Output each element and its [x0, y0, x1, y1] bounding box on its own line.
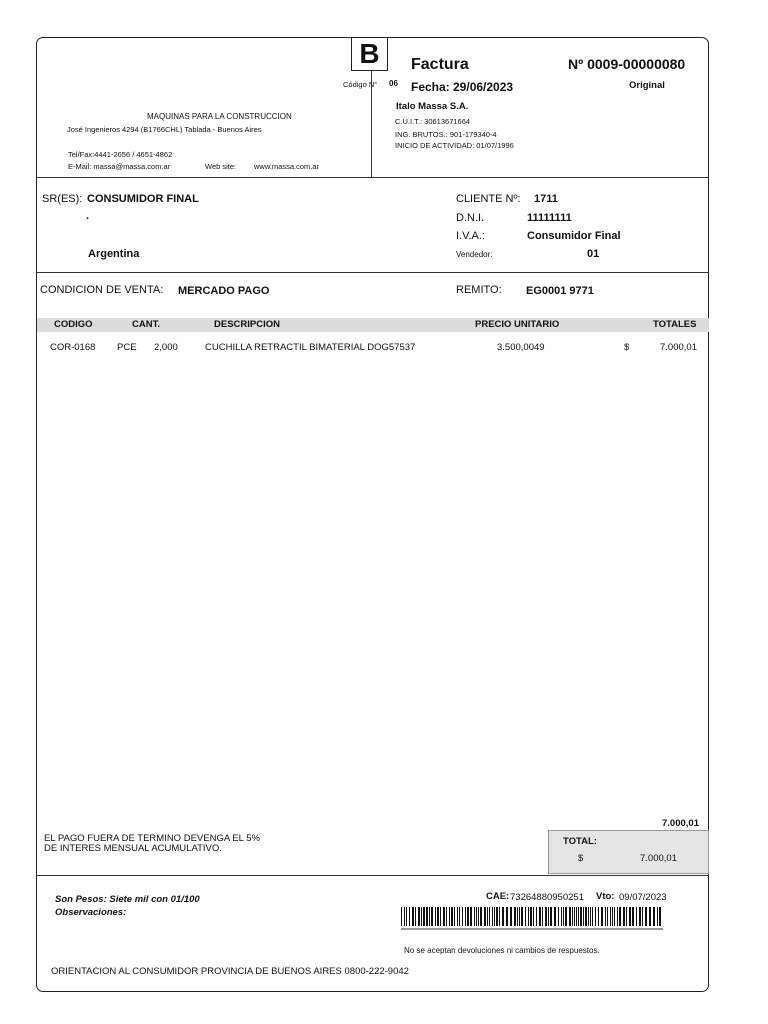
company-web: www.massa.com.ar: [254, 162, 320, 171]
doc-type: Factura: [411, 56, 469, 73]
invoice-date: Fecha: 29/06/2023: [411, 80, 514, 94]
dni-value: 11111111: [527, 212, 572, 224]
observaciones-label: Observaciones:: [55, 907, 127, 918]
invoice-number: Nº 0009-00000080: [568, 56, 686, 72]
barcode-image: [401, 907, 663, 931]
company-telfax: Tel/Fax:4441-2656 / 4651-4862: [68, 150, 173, 159]
cliente-value: 1711: [534, 193, 558, 205]
client-country: Argentina: [88, 248, 140, 260]
iva-label: I.V.A.:: [456, 230, 485, 242]
col-codigo: CODIGO: [54, 319, 93, 330]
invoice-letter: B: [351, 37, 388, 71]
vendedor-value: 01: [587, 248, 600, 260]
vto-value: 09/07/2023: [619, 892, 667, 903]
inicio-actividad: INICIO DE ACTIVIDAD: 01/07/1996: [395, 141, 514, 150]
col-descripcion: DESCRIPCION: [214, 319, 280, 330]
row-moneda: $: [624, 342, 630, 353]
subtotal: 7.000,01: [662, 818, 699, 829]
sres-label: SR(ES):: [42, 193, 83, 205]
cuit: C.U.I.T.: 30613671664: [395, 117, 471, 126]
orientacion-consumidor: ORIENTACION AL CONSUMIDOR PROVINCIA DE BUENOS AIRES 0800-222-9042: [51, 966, 409, 977]
row-descripcion: CUCHILLA RETRACTIL BIMATERIAL DOG57537: [205, 342, 416, 353]
total-value: 7.000,01: [640, 853, 677, 864]
cae-label: CAE:: [486, 891, 510, 902]
interes-line-1: EL PAGO FUERA DE TERMINO DEVENGA EL 5%: [44, 833, 260, 844]
iva-value: Consumidor Final: [527, 230, 621, 242]
col-totales: TOTALES: [653, 319, 697, 330]
total-label: TOTAL:: [563, 836, 597, 847]
razon-social: Italo Massa S.A.: [396, 101, 469, 112]
remito-value: EG0001 9771: [526, 285, 594, 297]
client-address-dot: .: [86, 210, 90, 222]
condicion-label: CONDICION DE VENTA:: [40, 284, 164, 296]
footer-rule: [37, 875, 709, 876]
client-bottom-rule: [37, 272, 709, 273]
codigo-label: Código N°: [343, 80, 378, 89]
company-address: José Ingenieros 4294 (B1766CHL) Tablada - Buenos Aires: [67, 125, 262, 134]
total-currency: $: [578, 853, 584, 864]
cliente-label: CLIENTE Nº:: [456, 193, 521, 205]
codigo-number: 06: [389, 79, 398, 88]
col-cant: CANT.: [132, 319, 160, 330]
web-label: Web site:: [205, 162, 237, 171]
no-devoluciones: No se aceptan devoluciones ni cambios de respuestos.: [404, 946, 600, 955]
company-email: E-Mail: massa@massa.com.ar: [68, 162, 171, 171]
row-unidad: PCE: [117, 342, 137, 353]
cae-value: 73264880950251: [510, 892, 584, 903]
interes-line-2: DE INTERES MENSUAL ACUMULATIVO.: [44, 843, 222, 854]
row-total: 7.000,01: [660, 342, 697, 353]
row-precio: 3.500,0049: [497, 342, 545, 353]
vto-label: Vto:: [596, 891, 615, 902]
dni-label: D.N.I.: [456, 212, 485, 224]
remito-label: REMITO:: [456, 284, 502, 296]
son-pesos: Son Pesos: Siete mil con 01/100: [55, 894, 200, 905]
vendedor-label: Vendedor:: [456, 250, 493, 259]
company-activity: MAQUINAS PARA LA CONSTRUCCION: [147, 112, 292, 121]
col-precio: PRECIO UNITARIO: [475, 319, 560, 330]
row-codigo: COR-0168: [50, 342, 96, 353]
sres-value: CONSUMIDOR FINAL: [87, 193, 199, 205]
condicion-value: MERCADO PAGO: [178, 285, 270, 297]
header-bottom-rule: [37, 177, 709, 178]
header-divider: [371, 71, 372, 177]
original-label: Original: [629, 80, 665, 91]
ingresos-brutos: ING. BRUTOS.: 901-179340-4: [395, 130, 497, 139]
row-cant: 2,000: [154, 342, 178, 353]
